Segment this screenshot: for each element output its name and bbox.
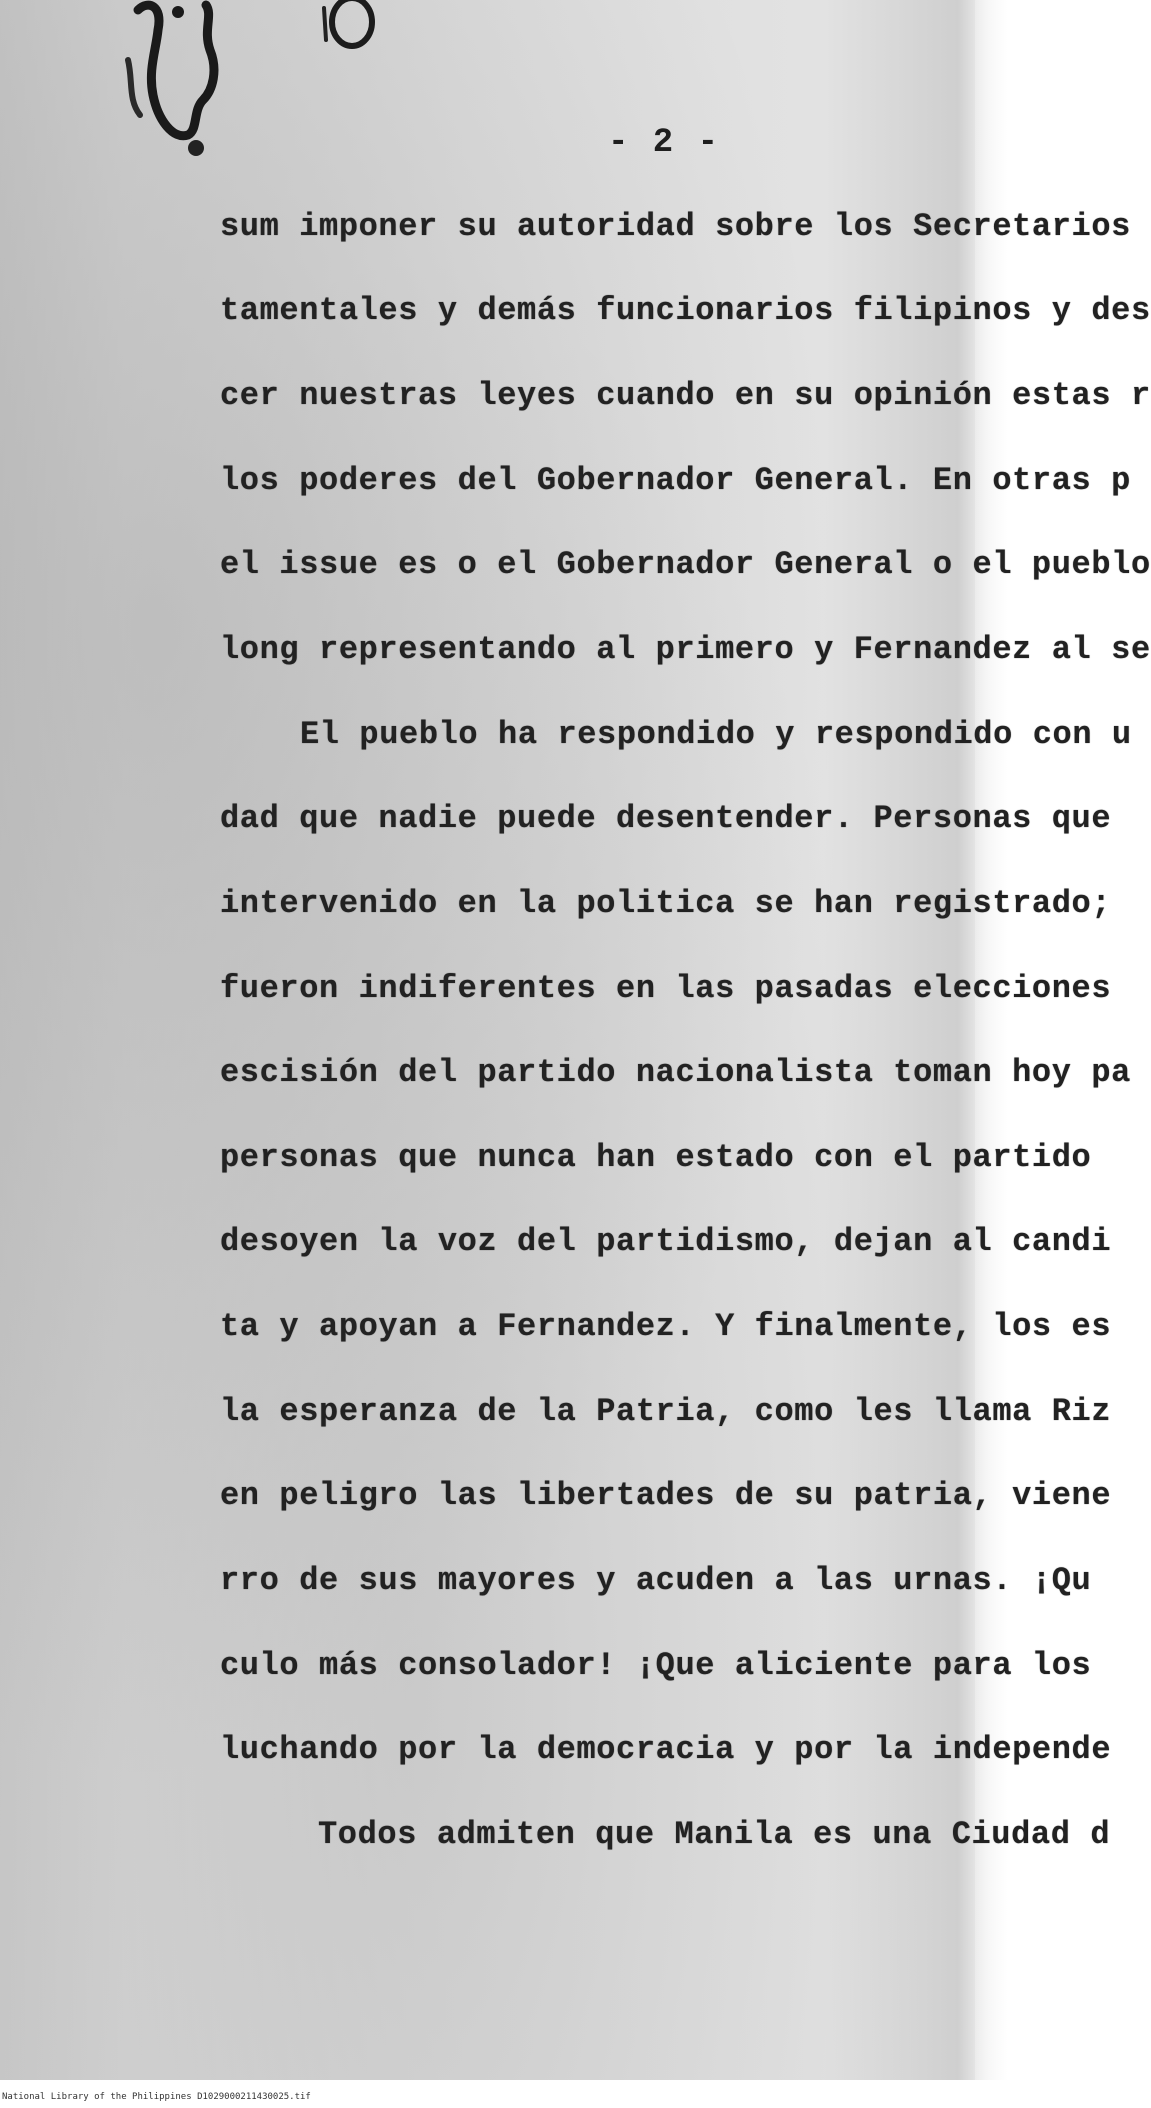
text-line: dad que nadie puede desentender. Personas que [220,800,1112,837]
text-line: ta y apoyan a Fernandez. Y finalmente, los es [220,1308,1112,1345]
text-line: rro de sus mayores y acuden a las urnas. ¡Qu [220,1562,1092,1599]
text-line: el issue es o el Gobernador General o el pueblo [220,546,1151,583]
page-number: - 2 - [608,124,721,162]
text-line: culo más consolador! ¡Que aliciente para los [220,1647,1092,1684]
archive-footer-label: National Library of the Philippines D1029000211430025.tif [2,2092,311,2102]
text-line: en peligro las libertades de su patria, viene [220,1477,1112,1514]
text-line: fueron indiferentes en las pasadas elecciones [220,970,1112,1007]
text-line: intervenido en la politica se han registrado; [220,885,1112,922]
text-line: la esperanza de la Patria, como les llama Riz [220,1393,1112,1430]
text-line: sum imponer su autoridad sobre los Secretarios [220,208,1131,245]
text-line: los poderes del Gobernador General. En otras p [220,462,1131,499]
text-line: tamentales y demás funcionarios filipinos y des [220,292,1151,329]
text-line: El pueblo ha respondido y respondido con u [300,716,1132,753]
text-line: long representando al primero y Fernandez al se [220,631,1151,668]
text-line: desoyen la voz del partidismo, dejan al candi [220,1223,1112,1260]
text-line: Todos admiten que Manila es una Ciudad d [318,1816,1111,1853]
text-line: escisión del partido nacionalista toman hoy pa [220,1054,1131,1091]
text-line: cer nuestras leyes cuando en su opinión estas r [220,377,1151,414]
text-line: luchando por la democracia y por la independe [220,1731,1112,1768]
text-line: personas que nunca han estado con el partido [220,1139,1092,1176]
